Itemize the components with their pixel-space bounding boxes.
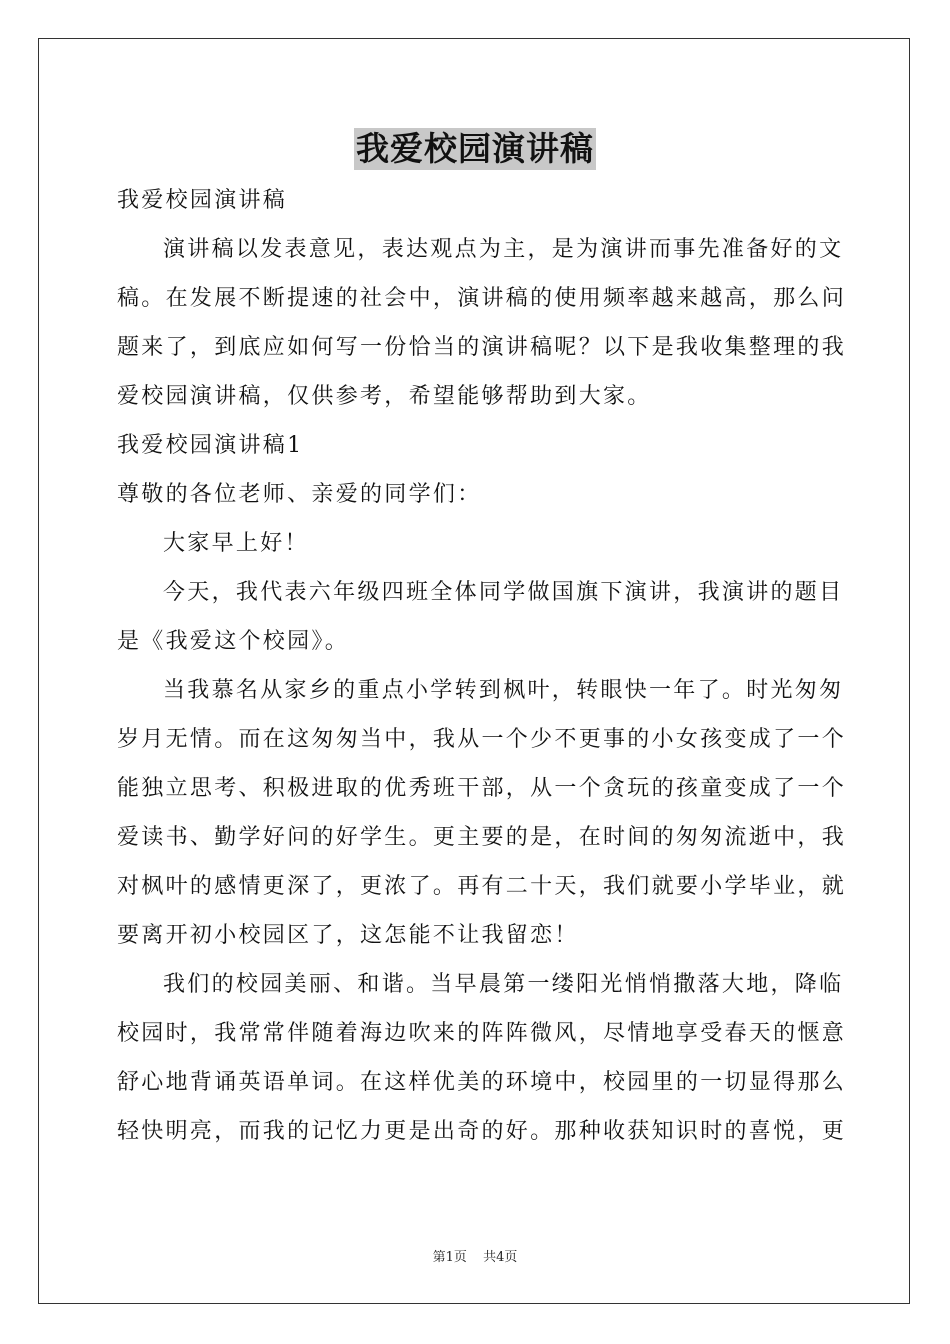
page-footer: [0, 1246, 950, 1265]
paragraph-line: 舒心地背诵英语单词。在这样优美的环境中，校园里的一切显得那么: [117, 1070, 847, 1095]
paragraph-line: 爱读书、勤学好问的好学生。更主要的是，在时间的匆匆流逝中，我: [117, 825, 847, 850]
paragraph-line: 当我慕名从家乡的重点小学转到枫叶，转眼快一年了。时光匆匆: [163, 678, 844, 703]
paragraph-line: 题来了，到底应如何写一份恰当的演讲稿呢？以下是我收集整理的我: [117, 335, 847, 360]
paragraph-line: 演讲稿以发表意见，表达观点为主，是为演讲而事先准备好的文: [163, 237, 844, 262]
document-title: 我爱校园演讲稿: [356, 129, 594, 168]
title-container: [0, 128, 950, 170]
subtitle-line: 我爱校园演讲稿: [117, 188, 288, 213]
paragraph-line: 要离开初小校园区了，这怎能不让我留恋！: [117, 923, 579, 948]
salutation-line: 尊敬的各位老师、亲爱的同学们：: [117, 482, 482, 507]
paragraph-line: 对枫叶的感情更深了，更浓了。再有二十天，我们就要小学毕业，就: [117, 874, 847, 899]
paragraph-line: 校园时，我常常伴随着海边吹来的阵阵微风，尽情地享受春天的惬意: [117, 1021, 847, 1046]
paragraph-line: 岁月无情。而在这匆匆当中，我从一个少不更事的小女孩变成了一个: [117, 727, 847, 752]
paragraph-line: 是《我爱这个校园》。: [117, 629, 350, 654]
paragraph-line: 能独立思考、积极进取的优秀班干部，从一个贪玩的孩童变成了一个: [117, 776, 847, 801]
paragraph-line: 我们的校园美丽、和谐。当早晨第一缕阳光悄悄撒落大地，降临: [163, 972, 844, 997]
paragraph-line: 爱校园演讲稿，仅供参考，希望能够帮助到大家。: [117, 384, 652, 409]
greeting-line: 大家早上好！: [163, 531, 309, 556]
paragraph-line: 今天，我代表六年级四班全体同学做国旗下演讲，我演讲的题目: [163, 580, 844, 605]
paragraph-line: 轻快明亮，而我的记忆力更是出奇的好。那种收获知识时的喜悦，更: [117, 1119, 847, 1144]
paragraph-line: 稿。在发展不断提速的社会中，演讲稿的使用频率越来越高，那么问: [117, 286, 847, 311]
section-heading: 我爱校园演讲稿1: [117, 433, 304, 458]
document-body: [117, 176, 847, 1156]
page-total: 共4页: [483, 1250, 518, 1265]
page-number: 第1页: [432, 1250, 467, 1265]
